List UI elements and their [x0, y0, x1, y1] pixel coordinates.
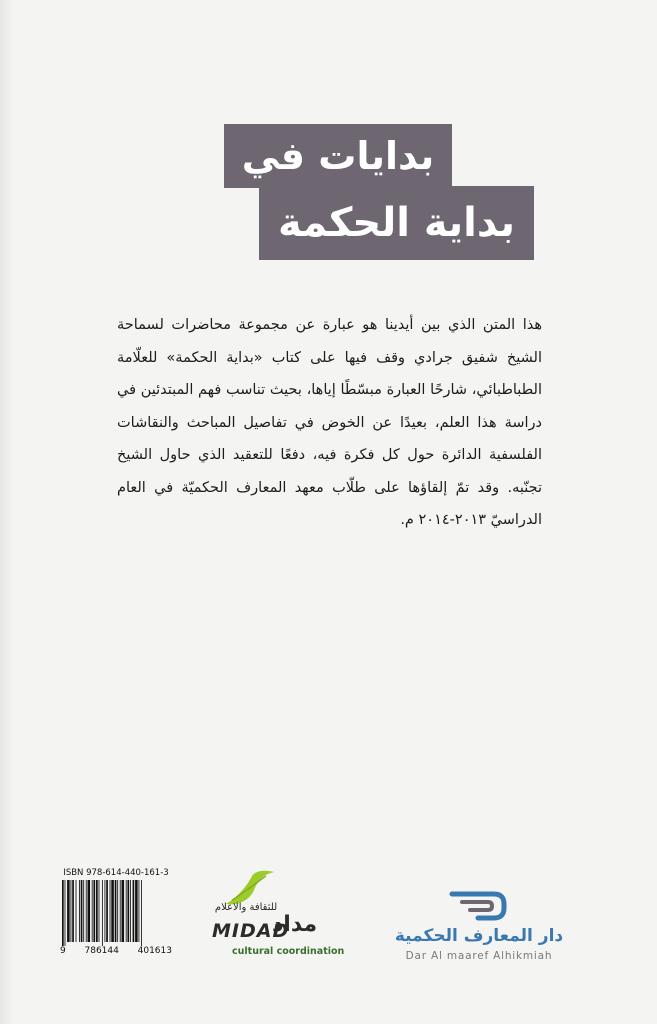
dar-latin-name: Dar Al maaref Alhikmiah — [405, 950, 553, 962]
midad-logo — [206, 868, 345, 963]
dar-arabic-name: دار المعارف الحكمية — [394, 926, 564, 946]
barcode-digit-group-1: 786144 — [84, 946, 119, 956]
publisher-emblem-icon — [448, 888, 508, 922]
book-title-line-2: بداية الحكمة — [278, 200, 515, 246]
midad-arabic-wordmark: مداد — [272, 912, 318, 937]
midad-latin-wordmark: MIDAD — [212, 920, 290, 942]
isbn-barcode — [60, 868, 172, 958]
barcode-digits — [60, 946, 172, 956]
back-cover-blurb: هذا المتن الذي بين أيدينا هو عبارة عن مجموعة محاضرات لسماحة الشيخ شفيق جرادي وقف فيها على كتاب «بداية الحكمة» للعلّامة الطباطبائي، شارحًا العبارة مبسّطًا إياها، بحيث تناسب فهم المبتدئين في دراسة هذا العلم، بعيدًا عن الخوض في تفاصيل المباحث والنقاشات الفلسفية الدائرة حول كل فكرة فيه، دفعًا للتعقيد الذي حاول الشيخ تجنّبه. وقد تمّ إلقاؤها على طلّاب معهد المعارف الحكميّة في العام الدراسيّ ٢٠١٣-٢٠١٤ م. — [117, 317, 542, 528]
barcode-digit-lead: 9 — [60, 946, 66, 956]
barcode-icon — [60, 880, 172, 946]
book-title-line-1: بدايات في — [241, 134, 435, 178]
spine-shadow — [0, 0, 14, 1024]
midad-subtitle: cultural coordination — [232, 946, 345, 957]
isbn-number: ISBN 978-614-440-161-3 — [63, 868, 169, 878]
barcode-digit-group-2: 401613 — [137, 946, 172, 956]
midad-arabic-tagline: للثقافة والاعلام — [214, 902, 278, 913]
dar-al-maaref-logo — [384, 888, 574, 968]
